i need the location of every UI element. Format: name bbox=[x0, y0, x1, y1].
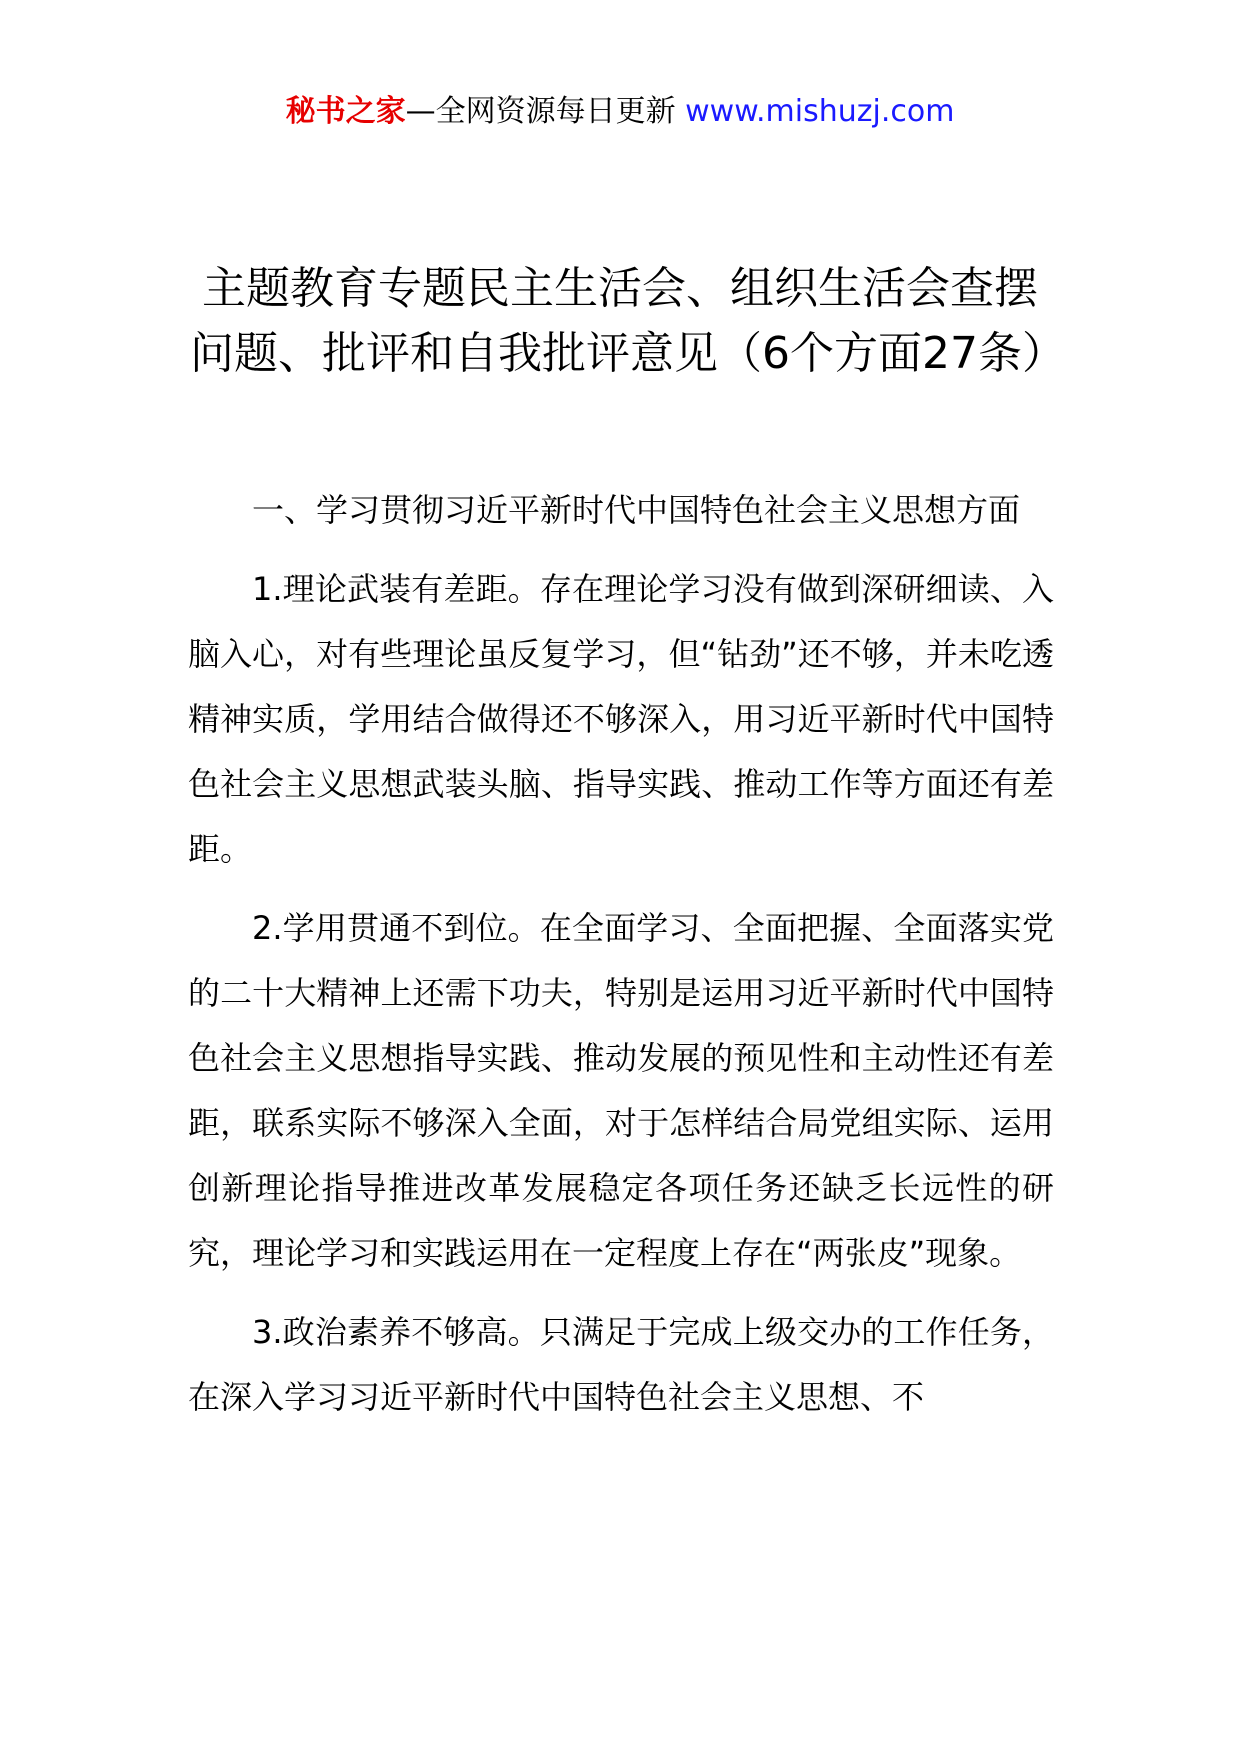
paragraph-item-3: 3.政治素养不够高。只满足于完成上级交办的工作任务，在深入学习习近平新时代中国特色社会主义思想、不 bbox=[188, 1313, 1054, 1416]
site-url-link[interactable]: www.mishuzj.com bbox=[685, 94, 955, 129]
site-header bbox=[0, 92, 1240, 132]
document-title: 主题教育专题民主生活会、组织生活会查摆问题、批评和自我批评意见（6个方面27条） bbox=[190, 263, 1066, 379]
document-body bbox=[188, 478, 1054, 1430]
section-heading: 一、学习贯彻习近平新时代中国特色社会主义思想方面 bbox=[252, 491, 1021, 529]
paragraph-item-1: 1.理论武装有差距。存在理论学习没有做到深研细读、入脑入心，对有些理论虽反复学习，但“钻劲”还不够，并未吃透精神实质，学用结合做得还不够深入，用习近平新时代中国特色社会主义思想武装头脑、指导实践、推动工作等方面还有差距。 bbox=[188, 570, 1054, 868]
paragraph-item-2: 2.学用贯通不到位。在全面学习、全面把握、全面落实党的二十大精神上还需下功夫，特别是运用习近平新时代中国特色社会主义思想指导实践、推动发展的预见性和主动性还有差距，联系实际不够深入全面，对于怎样结合局党组实际、运用创新理论指导推进改革发展稳定各项任务还缺乏长远性的研究，理论学习和实践运用在一定程度上存在“两张皮”现象。 bbox=[188, 909, 1054, 1272]
site-tagline: —全网资源每日更新 bbox=[405, 94, 676, 129]
site-brand: 秘书之家 bbox=[285, 94, 406, 129]
